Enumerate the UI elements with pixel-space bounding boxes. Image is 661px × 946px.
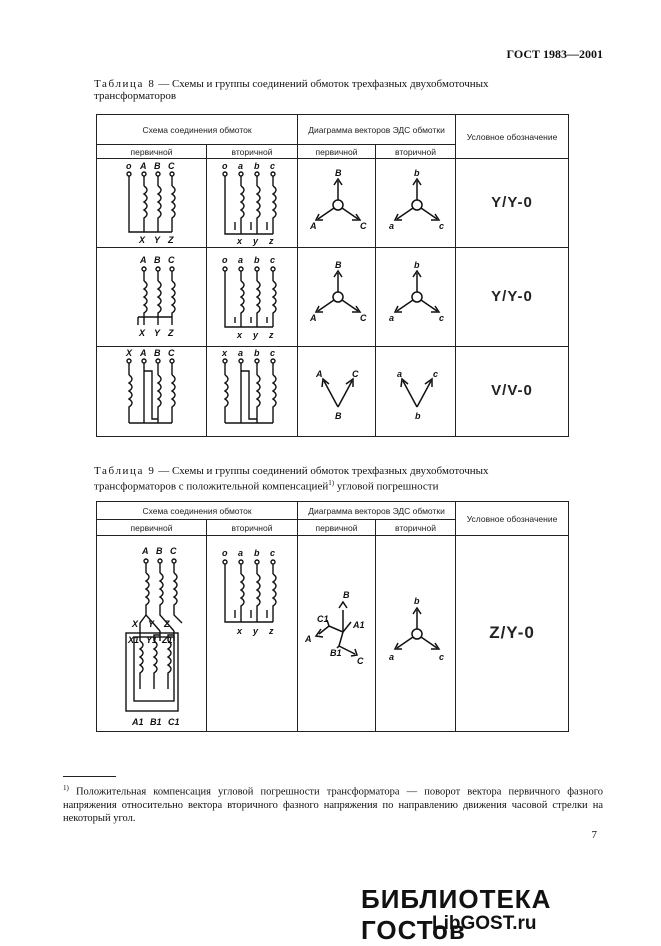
terminal-label: y <box>253 236 259 246</box>
terminal-label: a <box>238 255 244 265</box>
terminal-label: c <box>270 348 276 358</box>
terminal-label: x <box>237 626 243 636</box>
t8-r1-primary-scheme <box>97 159 207 248</box>
terminal-label: X <box>138 328 145 338</box>
terminal-label: Z <box>167 328 173 338</box>
t9-primary-vectors <box>298 536 376 732</box>
terminal-label: A <box>141 545 148 556</box>
terminal-label: A <box>309 313 317 323</box>
t8-r3-secondary-vectors <box>376 347 456 437</box>
t8-r2-secondary-vectors <box>376 248 456 347</box>
t8-r3-secondary-scheme <box>207 347 298 437</box>
terminal-label: c <box>438 313 444 323</box>
t9-symbol: Z/Y-0 <box>456 536 569 732</box>
table8 <box>96 114 569 437</box>
terminal-label: A <box>139 255 146 265</box>
terminal-label: z <box>269 330 274 340</box>
t8-r2-secondary-scheme <box>207 248 298 347</box>
wye-vector-diagram-icon <box>302 165 372 241</box>
terminal-label: C1 <box>167 716 180 727</box>
t8r1-p-term-0: o <box>125 161 131 171</box>
terminal-label: a <box>238 548 244 558</box>
t9-sub-secondary-vec: вторичной <box>376 520 456 536</box>
footnote-text: Положительная компенсация угловой погрешности трансформатора — поворот вектора первичного фазного напряжения относительно вектора вторичного фазного напряжения по направлению движения часовой стрелки на некоторый угол. <box>63 786 603 824</box>
table8-caption <box>94 78 534 102</box>
t9-head-diagram: Диаграмма векторов ЭДС обмотки <box>298 502 456 520</box>
footnote-separator <box>63 776 116 777</box>
terminal-label: X <box>125 348 132 358</box>
terminal-label: C1 <box>316 613 329 624</box>
terminal-label: X <box>131 618 138 629</box>
terminal-label: A <box>304 633 312 644</box>
terminal-label: o <box>222 255 228 265</box>
terminal-label: A1 <box>352 619 365 630</box>
terminal-label: Y1 <box>145 634 157 645</box>
terminal-label: B1 <box>149 716 162 727</box>
terminal-label: B <box>153 348 160 358</box>
t8-r2-primary-scheme <box>97 248 207 347</box>
table8-label: Таблица 8 <box>94 78 156 90</box>
t8r1-p-end-0: X <box>138 235 145 245</box>
t8-head-symbol: Условное обозначение <box>456 115 569 159</box>
footnote-marker: 1) <box>63 784 69 792</box>
table9-label: Таблица 9 <box>94 465 156 477</box>
t8-r3-primary-scheme <box>97 347 207 437</box>
t8-r1-primary-vectors <box>298 159 376 248</box>
terminal-label: y <box>253 330 259 340</box>
terminal-label: B <box>342 589 350 600</box>
t8r1-p-term-3: C <box>167 161 174 171</box>
terminal-label: b <box>413 260 420 270</box>
t9-sub-secondary: вторичной <box>207 520 298 536</box>
terminal-label: x <box>222 348 228 358</box>
t8-r3-symbol: V/V-0 <box>456 347 569 437</box>
terminal-label: C <box>169 545 176 556</box>
t8-r1-secondary-scheme <box>207 159 298 248</box>
terminal-label: A <box>315 368 323 379</box>
wye-vector-secondary-icon <box>381 165 451 241</box>
terminal-label: a <box>238 161 244 171</box>
t8-row-2 <box>97 248 569 347</box>
terminal-label: a <box>388 221 394 231</box>
terminal-label: B <box>334 410 342 421</box>
wye-vector-secondary-icon <box>381 257 451 337</box>
terminal-label: b <box>414 410 421 421</box>
table9-caption <box>94 465 534 493</box>
t9-primary-scheme <box>97 536 207 732</box>
terminal-label: c <box>270 548 276 558</box>
terminal-label: B <box>334 260 342 270</box>
terminal-label: C <box>167 348 174 358</box>
t8-sub-primary: первичной <box>97 145 207 159</box>
t8-head-scheme: Схема соединения обмоток <box>97 115 298 145</box>
zigzag-scheme-icon <box>112 539 192 729</box>
terminal-label: o <box>222 161 228 171</box>
terminal-label: x <box>237 236 243 246</box>
terminal-label: b <box>254 255 260 265</box>
t8-sub-primary-vec: первичной <box>298 145 376 159</box>
page-number: 7 <box>591 829 597 841</box>
open-delta-secondary-icon <box>217 349 287 435</box>
t9-row-1 <box>97 536 569 732</box>
wye-neutral-secondary-icon <box>217 251 287 343</box>
terminal-label: Y <box>153 328 160 338</box>
t9-head-symbol: Условное обозначение <box>456 502 569 536</box>
terminal-label: B <box>334 168 342 178</box>
terminal-label: z <box>269 626 274 636</box>
footnote <box>63 782 603 825</box>
terminal-label: C <box>359 221 367 231</box>
wye-scheme-icon <box>117 251 187 343</box>
standard-number: ГОСТ 1983—2001 <box>506 47 603 61</box>
t9-head-scheme: Схема соединения обмоток <box>97 502 298 520</box>
table9-title: — Схемы и группы соединений обмоток трехфазных двухобмоточных трансформаторов с положительной компенсацией <box>94 465 489 493</box>
terminal-label: a <box>396 368 402 379</box>
terminal-label: b <box>413 595 420 606</box>
v-vector-secondary-icon <box>381 357 451 427</box>
terminal-label: a <box>388 651 394 662</box>
terminal-label: A <box>139 348 146 358</box>
watermark-site: LibGOST.ru <box>432 913 537 934</box>
table8-title: — Схемы и группы соединений обмоток трехфазных двухобмоточных трансформаторов <box>94 78 489 102</box>
t8-sub-secondary: вторичной <box>207 145 298 159</box>
wye-vector-secondary-icon <box>381 592 451 676</box>
terminal-label: c <box>438 221 444 231</box>
table9-footnote-ref: 1) <box>328 479 335 487</box>
v-vector-diagram-icon <box>302 357 372 427</box>
terminal-label: Y <box>147 618 154 629</box>
terminal-label: a <box>238 348 244 358</box>
zigzag-vector-diagram-icon <box>299 584 375 684</box>
wye-vector-diagram-icon <box>302 257 372 337</box>
wye-neutral-secondary-icon <box>217 544 287 644</box>
terminal-label: b <box>254 161 260 171</box>
terminal-label: x <box>237 330 243 340</box>
terminal-label: a <box>388 313 394 323</box>
t8-sub-secondary-vec: вторичной <box>376 145 456 159</box>
terminal-label: B <box>153 255 160 265</box>
t8-row-3 <box>97 347 569 437</box>
t8-r2-symbol: Y/Y-0 <box>456 248 569 347</box>
terminal-label: Z1 <box>161 634 173 645</box>
terminal-label: b <box>413 168 420 178</box>
table9 <box>96 501 569 732</box>
t8-r2-primary-vectors <box>298 248 376 347</box>
terminal-label: c <box>432 368 438 379</box>
terminal-label: A <box>309 221 317 231</box>
t8-head-diagram: Диаграмма векторов ЭДС обмотки <box>298 115 456 145</box>
terminal-label: y <box>253 626 259 636</box>
terminal-label: B1 <box>329 647 342 658</box>
terminal-label: C <box>359 313 367 323</box>
t8r1-p-term-1: A <box>139 161 146 171</box>
wye-neutral-scheme-icon <box>117 160 187 246</box>
terminal-label: o <box>222 548 228 558</box>
terminal-label: X1 <box>127 634 139 645</box>
t8-r1-symbol: Y/Y-0 <box>456 159 569 248</box>
t9-sub-primary: первичной <box>97 520 207 536</box>
t8r1-p-end-2: Z <box>167 235 173 245</box>
table9-title-tail: угловой погрешности <box>334 480 439 493</box>
t9-secondary-scheme <box>207 536 298 732</box>
t8-r1-secondary-vectors <box>376 159 456 248</box>
t8-r3-primary-vectors <box>298 347 376 437</box>
t8r1-p-term-2: B <box>153 161 160 171</box>
t9-sub-primary-vec: первичной <box>298 520 376 536</box>
t9-secondary-vectors <box>376 536 456 732</box>
terminal-label: c <box>438 651 444 662</box>
terminal-label: A1 <box>131 716 144 727</box>
terminal-label: C <box>356 655 364 666</box>
t8r1-p-end-1: Y <box>153 235 160 245</box>
open-delta-scheme-icon <box>117 349 187 435</box>
terminal-label: Z <box>163 618 169 629</box>
terminal-label: c <box>270 161 276 171</box>
wye-neutral-secondary-icon <box>217 160 287 246</box>
terminal-label: C <box>167 255 174 265</box>
t8-row-1 <box>97 159 569 248</box>
terminal-label: z <box>269 236 274 246</box>
watermark-library: БИБЛИОТЕКА ГОСТов <box>361 884 552 945</box>
terminal-label: C <box>351 368 359 379</box>
terminal-label: c <box>270 255 276 265</box>
terminal-label: b <box>254 548 260 558</box>
terminal-label: b <box>254 348 260 358</box>
terminal-label: B <box>155 545 162 556</box>
